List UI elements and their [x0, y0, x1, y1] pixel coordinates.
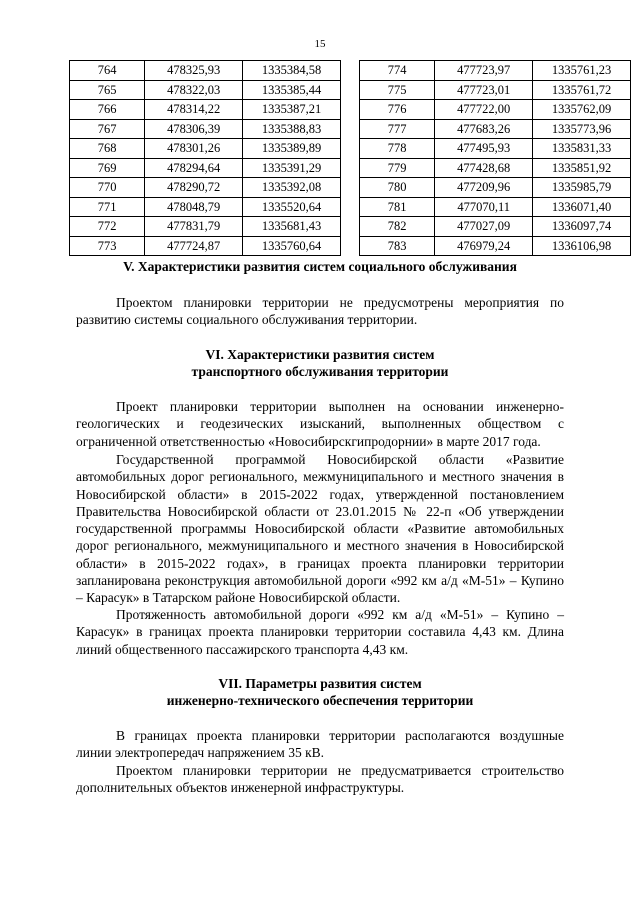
table-row: [70, 236, 341, 256]
point-number-cell: 774: [360, 61, 435, 81]
x-coordinate-cell: 478322,03: [145, 80, 243, 100]
point-number-cell: 777: [360, 119, 435, 139]
table-row: [360, 236, 631, 256]
x-coordinate-cell: 478314,22: [145, 100, 243, 120]
x-coordinate-cell: 478325,93: [145, 61, 243, 81]
table-row: [70, 217, 341, 237]
table-row: [70, 178, 341, 198]
point-number-cell: 779: [360, 158, 435, 178]
section-5-paragraph-1: Проектом планировки территории не предусмотрены мероприятия по развитию системы социального обслуживания территории.: [76, 295, 564, 328]
table-row: [70, 61, 341, 81]
point-number-cell: 769: [70, 158, 145, 178]
x-coordinate-cell: 478290,72: [145, 178, 243, 198]
point-number-cell: 773: [70, 236, 145, 256]
table-row: [360, 158, 631, 178]
section-6-paragraph-1: Проект планировки территории выполнен на основании инженерно-геологических и геодезических изысканий, выполненных обществом с ограниченной ответственностью «Новосибирскгипродорнии» в марте 2017 года.: [76, 399, 564, 449]
point-number-cell: 766: [70, 100, 145, 120]
point-number-cell: 778: [360, 139, 435, 159]
table-row: [360, 100, 631, 120]
point-number-cell: 765: [70, 80, 145, 100]
table-row: [70, 100, 341, 120]
x-coordinate-cell: 477724,87: [145, 236, 243, 256]
x-coordinate-cell: 477722,00: [435, 100, 533, 120]
table-row: [360, 178, 631, 198]
y-coordinate-cell: 1336071,40: [533, 197, 631, 217]
table-row: [70, 158, 341, 178]
y-coordinate-cell: 1335851,92: [533, 158, 631, 178]
y-coordinate-cell: 1335391,29: [243, 158, 341, 178]
coordinates-table-right: [359, 60, 631, 256]
page-number: 15: [314, 38, 326, 50]
point-number-cell: 781: [360, 197, 435, 217]
y-coordinate-cell: 1335681,43: [243, 217, 341, 237]
y-coordinate-cell: 1335762,09: [533, 100, 631, 120]
point-number-cell: 768: [70, 139, 145, 159]
section-5-heading: V. Характеристики развития систем социального обслуживания: [123, 259, 517, 274]
y-coordinate-cell: 1335761,72: [533, 80, 631, 100]
x-coordinate-cell: 478301,26: [145, 139, 243, 159]
y-coordinate-cell: 1335520,64: [243, 197, 341, 217]
y-coordinate-cell: 1335385,44: [243, 80, 341, 100]
point-number-cell: 780: [360, 178, 435, 198]
section-6-heading-line-1: VI. Характеристики развития систем: [205, 347, 435, 362]
point-number-cell: 783: [360, 236, 435, 256]
section-6-paragraph-3: Протяженность автомобильной дороги «992 км а/д «М-51» – Купино – Карасук» в границах проекта планировки территории составила 4,43 км. Длина линий общественного пассажирского транспорта 4,43 км.: [76, 607, 564, 657]
point-number-cell: 771: [70, 197, 145, 217]
y-coordinate-cell: 1335388,83: [243, 119, 341, 139]
point-number-cell: 775: [360, 80, 435, 100]
point-number-cell: 767: [70, 119, 145, 139]
point-number-cell: 770: [70, 178, 145, 198]
y-coordinate-cell: 1335389,89: [243, 139, 341, 159]
section-6-paragraph-2: Государственной программой Новосибирской области «Развитие автомобильных дорог регионального, межмуниципального и местного значения в Новосибирской области» в 2015-2022 годах, утвержденной постановлением Правительства Новосибирской области от 23.01.2015 № 22-п «Об утверждении государственной программы Новосибирской области «Развитие автомобильных дорог регионального, межмуниципального и местного значения в Новосибирской области» в 2015-2022 годах», в границах проекта планировки территории запланирована реконструкция автомобильной дороги «992 км а/д «М-51» – Купино – Карасук» в Татарском районе Новосибирской области.: [76, 452, 564, 606]
y-coordinate-cell: 1335392,08: [243, 178, 341, 198]
section-7-paragraph-1: В границах проекта планировки территории располагаются воздушные линии электропередач напряжением 35 кВ.: [76, 728, 564, 761]
x-coordinate-cell: 477831,79: [145, 217, 243, 237]
point-number-cell: 772: [70, 217, 145, 237]
section-6-heading-line-2: транспортного обслуживания территории: [191, 364, 449, 379]
x-coordinate-cell: 477070,11: [435, 197, 533, 217]
x-coordinate-cell: 477027,09: [435, 217, 533, 237]
y-coordinate-cell: 1335985,79: [533, 178, 631, 198]
point-number-cell: 782: [360, 217, 435, 237]
section-7-heading-line-2: инженерно-технического обеспечения территории: [166, 693, 474, 708]
table-row: [360, 197, 631, 217]
table-row: [360, 80, 631, 100]
point-number-cell: 776: [360, 100, 435, 120]
y-coordinate-cell: 1336097,74: [533, 217, 631, 237]
x-coordinate-cell: 477683,26: [435, 119, 533, 139]
table-row: [70, 197, 341, 217]
table-row: [70, 119, 341, 139]
y-coordinate-cell: 1335387,21: [243, 100, 341, 120]
y-coordinate-cell: 1335761,23: [533, 61, 631, 81]
x-coordinate-cell: 478294,64: [145, 158, 243, 178]
x-coordinate-cell: 477723,97: [435, 61, 533, 81]
y-coordinate-cell: 1335384,58: [243, 61, 341, 81]
x-coordinate-cell: 477723,01: [435, 80, 533, 100]
x-coordinate-cell: 478306,39: [145, 119, 243, 139]
table-row: [70, 80, 341, 100]
x-coordinate-cell: 476979,24: [435, 236, 533, 256]
section-7-paragraph-2: Проектом планировки территории не предусматривается строительство дополнительных объектов инженерной инфраструктуры.: [76, 763, 564, 796]
y-coordinate-cell: 1335773,96: [533, 119, 631, 139]
y-coordinate-cell: 1335831,33: [533, 139, 631, 159]
x-coordinate-cell: 477495,93: [435, 139, 533, 159]
x-coordinate-cell: 477428,68: [435, 158, 533, 178]
table-row: [360, 61, 631, 81]
y-coordinate-cell: 1335760,64: [243, 236, 341, 256]
y-coordinate-cell: 1336106,98: [533, 236, 631, 256]
point-number-cell: 764: [70, 61, 145, 81]
x-coordinate-cell: 478048,79: [145, 197, 243, 217]
x-coordinate-cell: 477209,96: [435, 178, 533, 198]
table-row: [360, 119, 631, 139]
section-7-heading-line-1: VII. Параметры развития систем: [218, 676, 422, 691]
table-row: [360, 139, 631, 159]
table-row: [70, 139, 341, 159]
coordinates-table-left: [69, 60, 341, 256]
table-row: [360, 217, 631, 237]
